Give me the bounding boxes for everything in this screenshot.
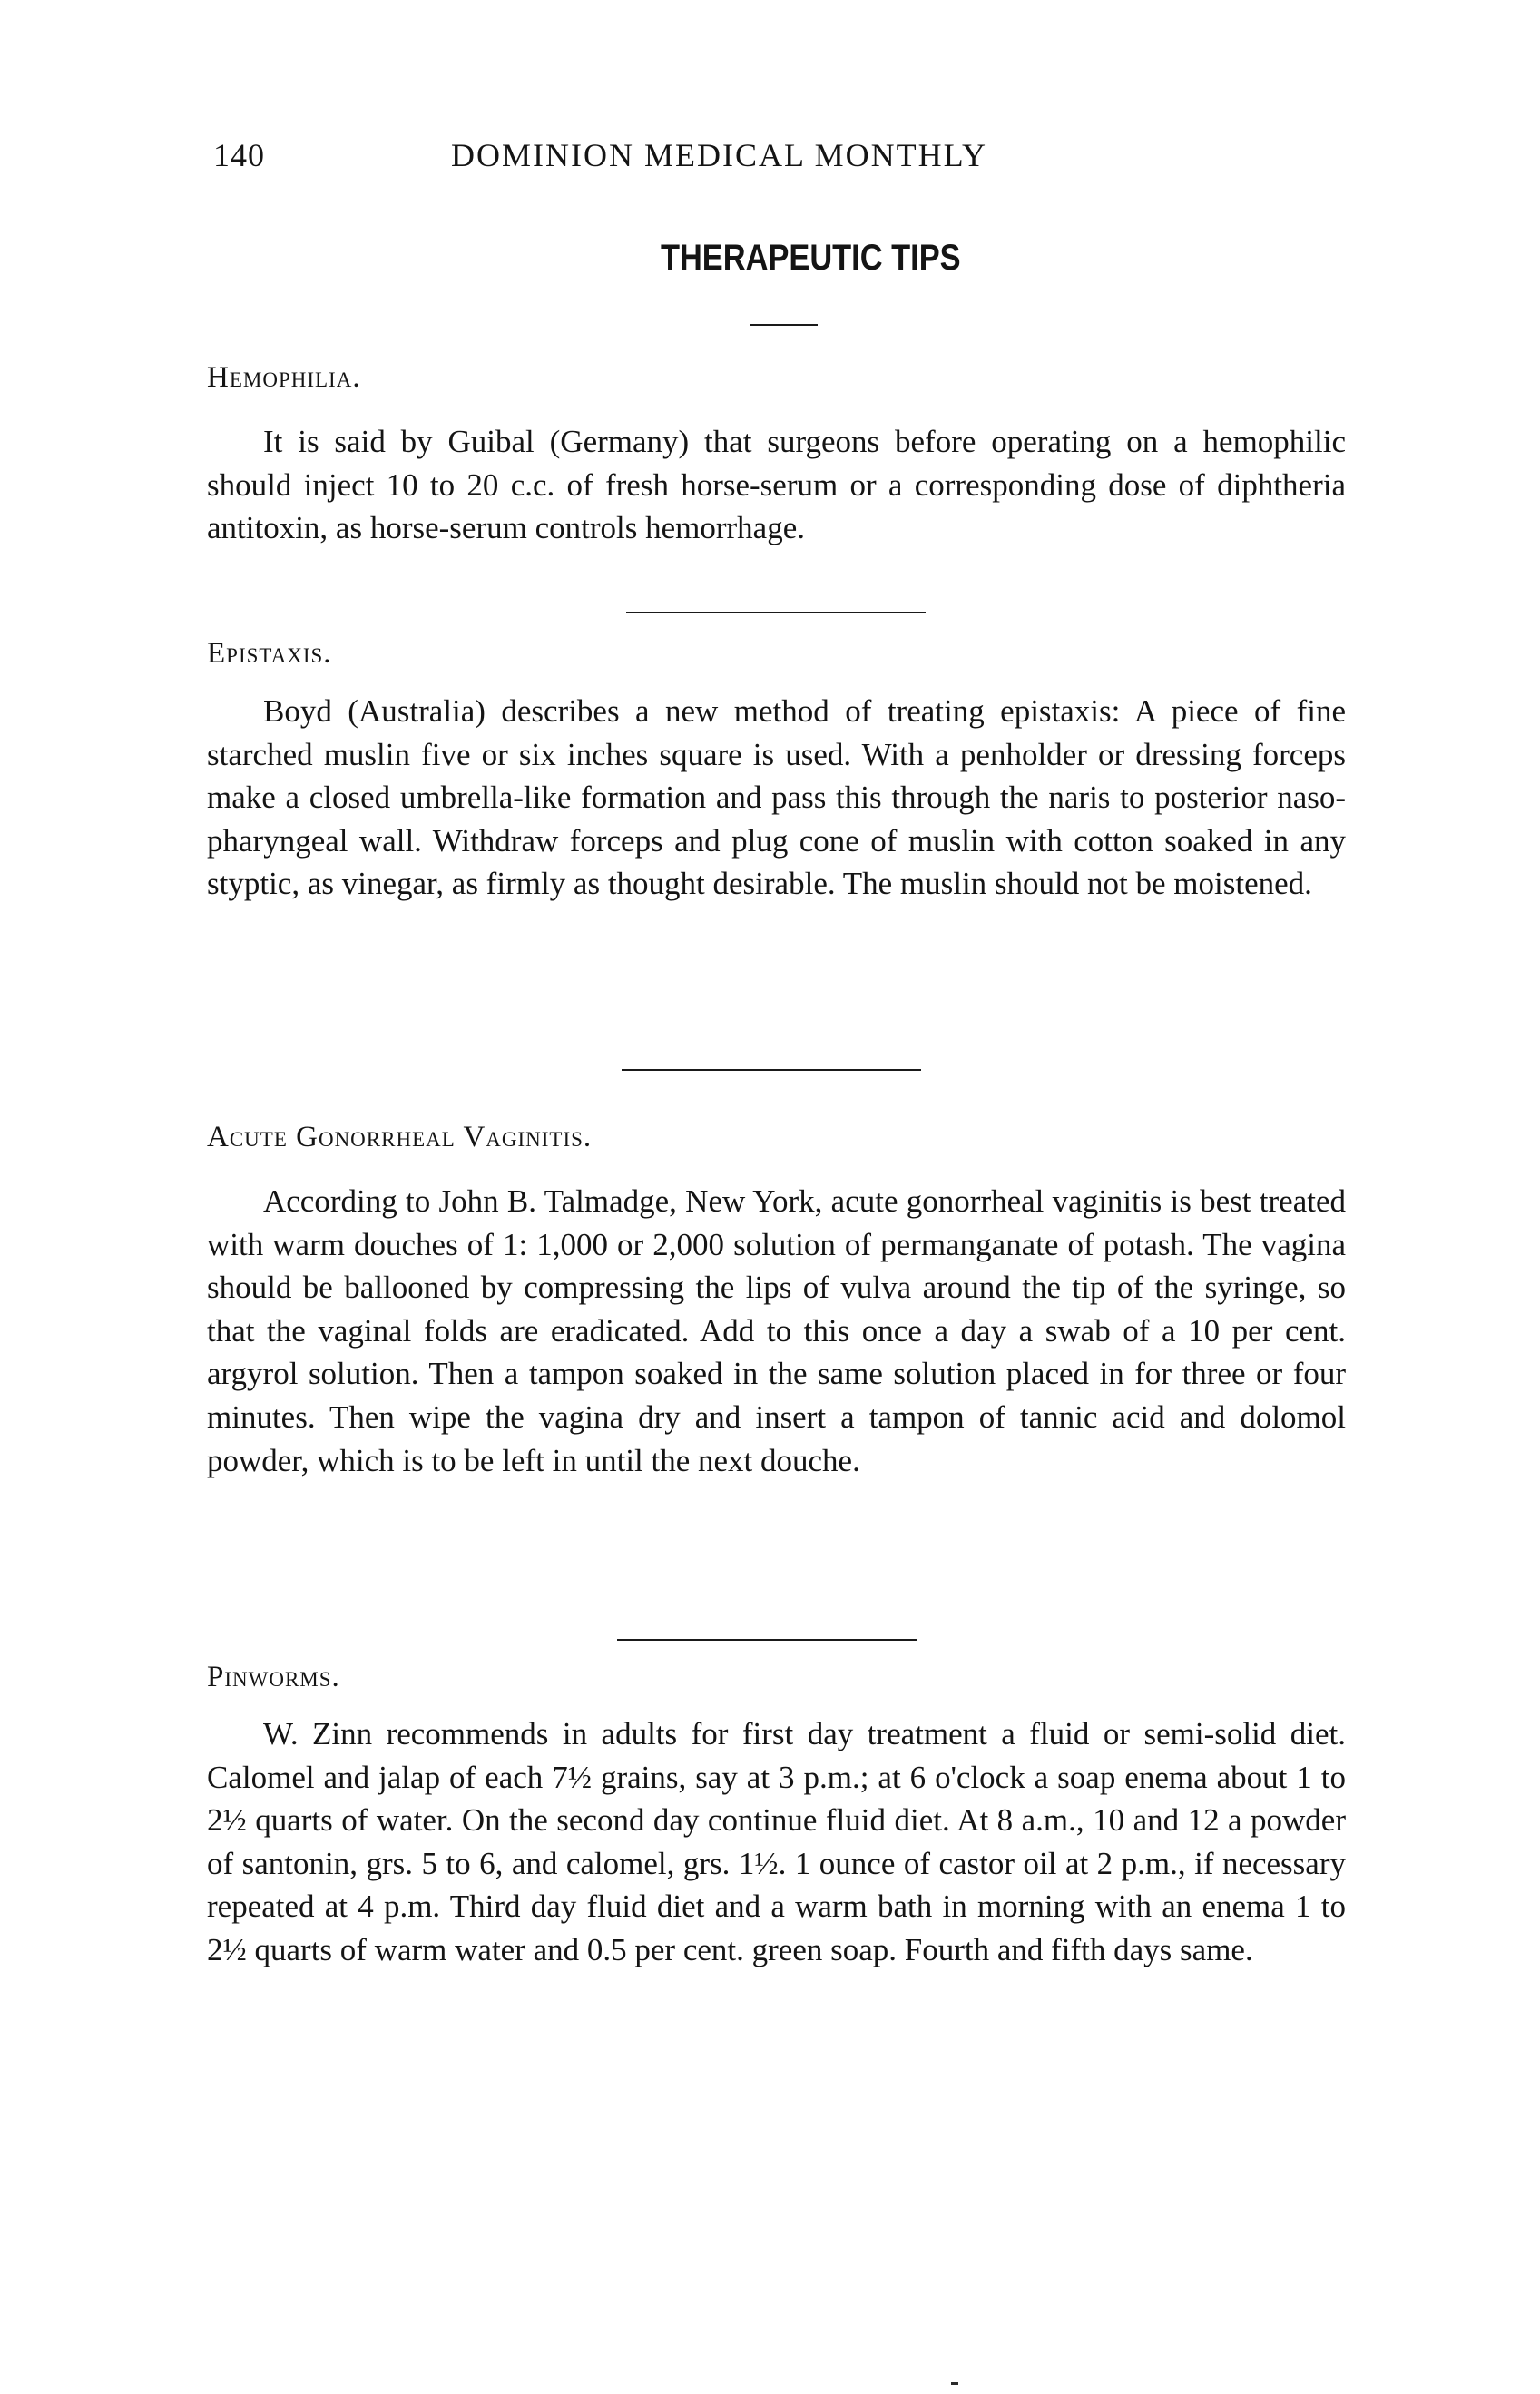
print-speck — [951, 2382, 958, 2385]
section-divider — [622, 1069, 921, 1071]
heading-hemophilia: Hemophilia. — [207, 361, 361, 394]
paragraph-acute-gonorrheal-vaginitis: According to John B. Talmadge, New York, acute gonorrheal vaginitis is best treated with warm douches of 1: 1,000 or 2,000 solution of permanganate of potash. The vagina should be ballooned by compressing the lips of vulva around the tip of the syringe, so that the vaginal folds are eradicated. Add to this once a day a swab of a 10 per cent. argyrol solution. Then a tampon soaked in the same solution placed in for three or four minutes. Then wipe the vagina dry and insert a tampon of tannic acid and dolomol powder, which is to be left in until the next douche. — [207, 1183, 1346, 1478]
page-number: 140 — [213, 137, 265, 173]
journal-title: DOMINION MEDICAL MONTHLY — [451, 137, 988, 173]
section-divider — [626, 612, 926, 613]
paragraph-epistaxis: Boyd (Australia) describes a new method of treating epistaxis: A piece of fine starched muslin five or six inches square is used. With a penholder or dressing forceps make a closed umbrella-like formation and pass this through the naris to posterior naso-pharyngeal wall. Withdraw forceps and plug cone of muslin with cotton soaked in any styptic, as vinegar, as firmly as thought desirable. The muslin should not be moistened. — [207, 693, 1346, 902]
heading-epistaxis: Epistaxis. — [207, 637, 332, 670]
paragraph-hemophilia: It is said by Guibal (Germany) that surgeons before operating on a hemophilic should inject 10 to 20 c.c. of fresh horse-serum or a corresponding dose of diphtheria antitoxin, as horse-serum controls hemorrhage. — [207, 424, 1346, 546]
running-head — [213, 136, 1357, 182]
title-rule — [750, 324, 818, 326]
section-title: THERAPEUTIC TIPS — [660, 238, 961, 278]
paragraph-pinworms: W. Zinn recommends in adults for first day treatment a fluid or semi-solid diet. Calomel and jalap of each 7½ grains, say at 3 p.m.; at 6 o'clock a soap enema about 1 to 2½ quarts of water. On the second day continue fluid diet. At 8 a.m., 10 and 12 a powder of santonin, grs. 5 to 6, and calomel, grs. 1½. 1 ounce of castor oil at 2 p.m., if necessary repeated at 4 p.m. Third day fluid diet and a warm bath in morning with an enema 1 to 2½ quarts of warm water and 0.5 per cent. green soap. Fourth and fifth days same. — [207, 1716, 1346, 1967]
heading-pinworms: Pinworms. — [207, 1661, 340, 1693]
heading-acute-gonorrheal-vaginitis: Acute Gonorrheal Vaginitis. — [207, 1121, 593, 1153]
section-divider — [617, 1639, 917, 1641]
